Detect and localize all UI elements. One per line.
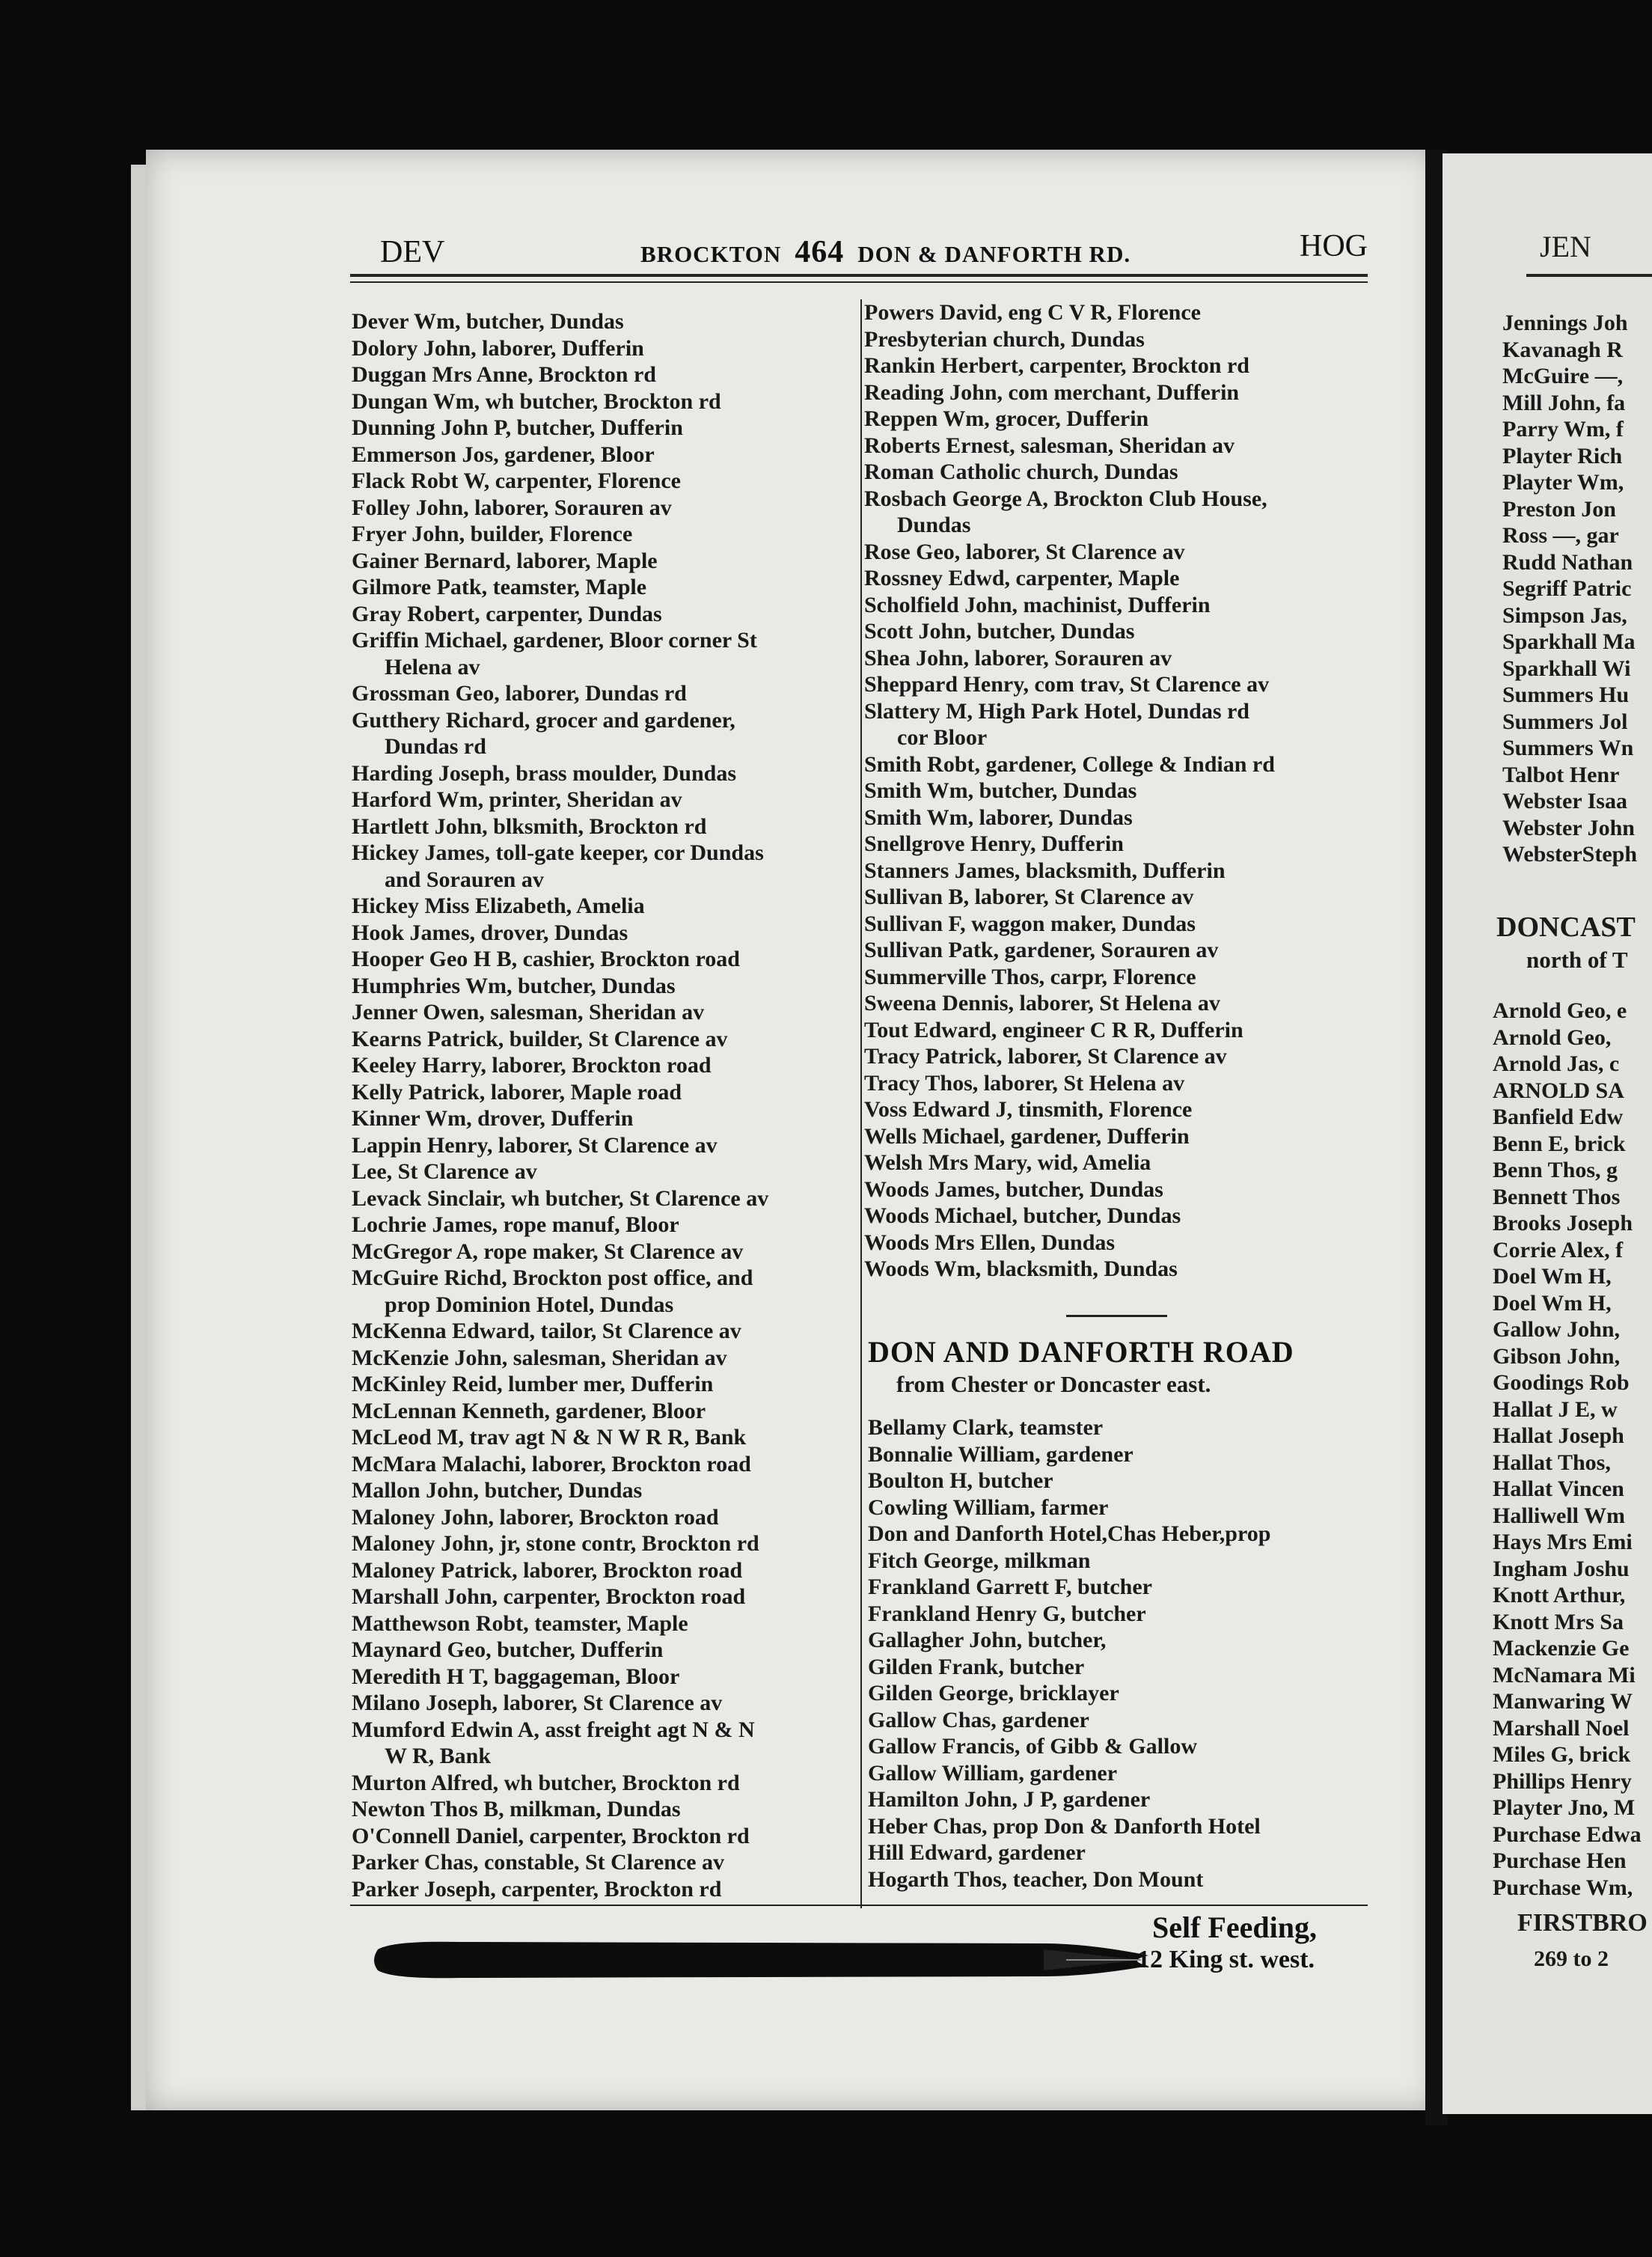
header-locality-left: BROCKTON	[640, 241, 782, 267]
next-page-entry: ARNOLD SA	[1493, 1078, 1624, 1103]
directory-entry: Wells Michael, gardener, Dufferin	[864, 1123, 1190, 1149]
directory-entry: Voss Edward J, tinsmith, Florence	[864, 1097, 1193, 1122]
next-page-entry: Hays Mrs Emi	[1493, 1530, 1633, 1554]
directory-entry: Tracy Thos, laborer, St Helena av	[864, 1070, 1185, 1096]
directory-entry: Maloney John, laborer, Brockton road	[352, 1504, 719, 1530]
next-page-entry: Banfield Edw	[1493, 1105, 1624, 1129]
next-page-entry: Webster Isaa	[1502, 789, 1627, 813]
next-page-entry: Jennings Joh	[1502, 311, 1628, 335]
directory-entry: Hook James, drover, Dundas	[352, 920, 628, 945]
next-page-entry: WebsterSteph	[1502, 842, 1637, 867]
directory-entry: Humphries Wm, butcher, Dundas	[352, 973, 676, 998]
directory-entry: Cowling William, farmer	[868, 1494, 1109, 1520]
page-header	[380, 228, 1368, 273]
directory-entry: Smith Robt, gardener, College & Indian rd	[864, 751, 1275, 777]
directory-entry: Kinner Wm, drover, Dufferin	[352, 1106, 634, 1131]
directory-entry: Fryer John, builder, Florence	[352, 522, 633, 546]
directory-entry: Kearns Patrick, builder, St Clarence av	[352, 1026, 728, 1051]
next-page-entry: Purchase Hen	[1493, 1848, 1627, 1873]
header-rule-thin	[350, 281, 1368, 283]
directory-entry: Reading John, com merchant, Dufferin	[864, 379, 1240, 405]
next-page-entry: Hallat Joseph	[1493, 1423, 1624, 1448]
directory-entry: Tracy Patrick, laborer, St Clarence av	[864, 1044, 1227, 1069]
next-page-entry: Webster John	[1502, 815, 1635, 840]
pen-nib-illustration	[370, 1927, 1156, 1994]
directory-entry: Kelly Patrick, laborer, Maple road	[352, 1079, 682, 1105]
next-page-entry: Arnold Jas, c	[1493, 1051, 1620, 1076]
directory-entry: Jenner Owen, salesman, Sheridan av	[352, 1000, 705, 1024]
directory-entry: Rossney Edwd, carpenter, Maple	[864, 566, 1180, 590]
header-right-guide: HOG	[1300, 229, 1368, 263]
next-page-entry: Hallat Thos,	[1493, 1450, 1611, 1475]
directory-entry: Gallow William, gardener	[868, 1760, 1118, 1786]
directory-entry: Lee, St Clarence av	[352, 1159, 537, 1184]
directory-entry: Rosbach George A, Brockton Club House,	[864, 486, 1267, 511]
directory-entry: Welsh Mrs Mary, wid, Amelia	[864, 1150, 1151, 1175]
directory-entry: Gainer Bernard, laborer, Maple	[352, 548, 658, 573]
directory-entry: Maynard Geo, butcher, Dufferin	[352, 1637, 664, 1662]
directory-entry: Keeley Harry, laborer, Brockton road	[352, 1053, 712, 1078]
directory-entry: Woods Michael, butcher, Dundas	[864, 1203, 1181, 1228]
directory-entry: Gilden George, bricklayer	[868, 1681, 1119, 1705]
directory-entry: Scott John, butcher, Dundas	[864, 619, 1135, 644]
next-page-entry: Knott Arthur,	[1493, 1583, 1626, 1607]
directory-entry: Don and Danforth Hotel,Chas Heber,prop	[868, 1521, 1271, 1546]
directory-entry: Marshall John, carpenter, Brockton road	[352, 1584, 746, 1609]
directory-entry: Gilmore Patk, teamster, Maple	[352, 575, 647, 599]
ad-address: 12 King st. west.	[1137, 1946, 1315, 1973]
directory-entry: Duggan Mrs Anne, Brockton rd	[352, 362, 656, 387]
next-page-entry: Mill John, fa	[1502, 390, 1626, 415]
footer-rule	[350, 1905, 1368, 1906]
directory-entry: Parker Chas, constable, St Clarence av	[352, 1850, 725, 1875]
next-page-entry: Hallat J E, w	[1493, 1396, 1618, 1422]
directory-entry: O'Connell Daniel, carpenter, Brockton rd	[352, 1823, 750, 1848]
directory-entry: Lochrie James, rope manuf, Bloor	[352, 1212, 679, 1237]
next-page-entry: Hallat Vincen	[1493, 1476, 1624, 1501]
next-page-section-sub: north of T	[1526, 947, 1628, 973]
next-page-entry: Simpson Jas,	[1502, 602, 1627, 628]
directory-entry: Maloney John, jr, stone contr, Brockton rd	[352, 1531, 759, 1556]
directory-entry: Gray Robert, carpenter, Dundas	[352, 601, 662, 626]
next-page-entry: Miles G, brick	[1493, 1742, 1631, 1767]
directory-entry: Sullivan F, waggon maker, Dundas	[864, 911, 1196, 936]
directory-entry: prop Dominion Hotel, Dundas	[385, 1292, 674, 1317]
header-locality-right: DON & DANFORTH RD.	[857, 241, 1131, 267]
next-page-footer-line2: 269 to 2	[1534, 1946, 1609, 1971]
next-page-listings-bottom	[1493, 998, 1652, 1901]
next-page-entry: Purchase Wm,	[1493, 1875, 1633, 1900]
next-page-entry: Gallow John,	[1493, 1317, 1621, 1342]
directory-entry: Hooper Geo H B, cashier, Brockton road	[352, 947, 740, 971]
directory-entry: Boulton H, butcher	[868, 1468, 1053, 1493]
directory-entry: Hartlett John, blksmith, Brockton rd	[352, 813, 707, 839]
ad-headline: Self Feeding,	[1152, 1911, 1317, 1944]
next-page-entry: Purchase Edwa	[1493, 1821, 1642, 1847]
next-page-entry: Doel Wm H,	[1493, 1290, 1612, 1316]
directory-entry: Matthewson Robt, teamster, Maple	[352, 1610, 688, 1636]
next-page-entry: Parry Wm, f	[1502, 417, 1624, 442]
directory-entry: Sweena Dennis, laborer, St Helena av	[864, 991, 1220, 1016]
directory-entry: Shea John, laborer, Sorauren av	[864, 645, 1172, 671]
directory-entry: and Sorauren av	[385, 867, 544, 892]
directory-entry: Gallow Francis, of Gibb & Gallow	[868, 1734, 1198, 1759]
section-heading	[868, 1334, 1377, 1398]
next-page-entry: Doel Wm H,	[1493, 1264, 1612, 1289]
directory-entry: Stanners James, blacksmith, Dufferin	[864, 858, 1226, 883]
column-divider	[860, 299, 862, 1908]
directory-entry: Woods Mrs Ellen, Dundas	[864, 1230, 1116, 1255]
next-page-entry: Playter Rich	[1502, 443, 1623, 468]
next-page-header: JEN	[1540, 233, 1591, 260]
next-page-entry: Summers Wn	[1502, 736, 1634, 760]
directory-entry: Helena av	[385, 654, 480, 679]
directory-entry: Sheppard Henry, com trav, St Clarence av	[864, 672, 1270, 697]
directory-entry: Dungan Wm, wh butcher, Brockton rd	[352, 388, 721, 414]
directory-entry: Dolory John, laborer, Dufferin	[352, 335, 644, 361]
directory-entry: Parker Joseph, carpenter, Brockton rd	[352, 1876, 722, 1902]
next-page-entry: Ingham Joshu	[1493, 1556, 1630, 1581]
directory-entry: Sullivan Patk, gardener, Sorauren av	[864, 938, 1219, 962]
directory-entry: Levack Sinclair, wh butcher, St Clarence av	[352, 1185, 769, 1211]
next-page-entry: Sparkhall Ma	[1502, 629, 1636, 654]
directory-entry: Gallagher John, butcher,	[868, 1628, 1107, 1652]
left-column-listings	[352, 308, 860, 1902]
next-page-entry: Arnold Geo, e	[1493, 998, 1627, 1023]
directory-entry: Gilden Frank, butcher	[868, 1654, 1085, 1679]
directory-entry: W R, Bank	[385, 1744, 492, 1768]
directory-entry: Tout Edward, engineer C R R, Dufferin	[864, 1017, 1243, 1042]
directory-entry: Dundas	[897, 513, 971, 537]
directory-entry: McKinley Reid, lumber mer, Dufferin	[352, 1372, 714, 1396]
directory-entry: Newton Thos B, milkman, Dundas	[352, 1797, 681, 1821]
directory-entry: McMara Malachi, laborer, Brockton road	[352, 1451, 751, 1476]
next-page-entry: Brooks Joseph	[1493, 1211, 1633, 1236]
next-page-entry: Halliwell Wm	[1493, 1503, 1625, 1528]
directory-entry: Presbyterian church, Dundas	[864, 326, 1145, 352]
section-listings	[868, 1414, 1377, 1893]
directory-entry: Hill Edward, gardener	[868, 1840, 1086, 1865]
next-page-entry: McGuire —,	[1502, 364, 1624, 388]
directory-entry: Hogarth Thos, teacher, Don Mount	[868, 1866, 1204, 1892]
next-page-header-rule	[1526, 274, 1652, 277]
directory-entry: cor Bloor	[897, 725, 988, 750]
directory-entry: Rose Geo, laborer, St Clarence av	[864, 539, 1185, 564]
next-page-entry: Benn Thos, g	[1493, 1158, 1618, 1182]
directory-entry: McKenna Edward, tailor, St Clarence av	[352, 1319, 741, 1343]
directory-entry: Rankin Herbert, carpenter, Brockton rd	[864, 353, 1249, 378]
right-column-listings	[864, 299, 1373, 1283]
directory-entry: McGuire Richd, Brockton post office, and	[352, 1265, 753, 1290]
next-page-entry: McNamara Mi	[1493, 1662, 1636, 1688]
directory-entry: Fitch George, milkman	[868, 1548, 1091, 1573]
directory-entry: Bonnalie William, gardener	[868, 1441, 1134, 1467]
next-page-entry: Corrie Alex, f	[1493, 1237, 1624, 1262]
next-page-section-title: DONCAST	[1496, 914, 1636, 941]
directory-entry: Harding Joseph, brass moulder, Dundas	[352, 760, 737, 786]
directory-entry: Slattery M, High Park Hotel, Dundas rd	[864, 698, 1249, 724]
section-separator	[1066, 1315, 1167, 1317]
directory-entry: Roberts Ernest, salesman, Sheridan av	[864, 433, 1235, 458]
directory-entry: McGregor A, rope maker, St Clarence av	[352, 1239, 744, 1264]
next-page-entry: Marshall Noel	[1493, 1715, 1630, 1741]
directory-entry: Smith Wm, laborer, Dundas	[864, 804, 1133, 830]
next-page-entry: Phillips Henry	[1493, 1768, 1632, 1794]
next-page-entry: Playter Jno, M	[1493, 1795, 1636, 1820]
next-page-entry: Arnold Geo,	[1493, 1024, 1612, 1050]
directory-entry: Meredith H T, baggageman, Bloor	[352, 1664, 680, 1689]
directory-entry: Flack Robt W, carpenter, Florence	[352, 468, 681, 493]
directory-entry: Hickey James, toll-gate keeper, cor Dundas	[352, 840, 764, 865]
directory-entry: Murton Alfred, wh butcher, Brockton rd	[352, 1770, 740, 1795]
section-title: DON AND DANFORTH ROAD	[868, 1335, 1294, 1369]
next-page-entry: Talbot Henr	[1502, 762, 1620, 787]
directory-entry: Scholfield John, machinist, Dufferin	[864, 592, 1211, 617]
directory-entry: Hickey Miss Elizabeth, Amelia	[352, 894, 645, 918]
directory-entry: Gutthery Richard, grocer and gardener,	[352, 707, 735, 733]
next-page-entry: Ross —, gar	[1502, 523, 1619, 548]
directory-entry: Hamilton John, J P, gardener	[868, 1787, 1151, 1812]
directory-entry: Milano Joseph, laborer, St Clarence av	[352, 1691, 723, 1715]
directory-entry: Grossman Geo, laborer, Dundas rd	[352, 681, 687, 706]
directory-entry: Gallow Chas, gardener	[868, 1707, 1089, 1732]
directory-entry: Griffin Michael, gardener, Bloor corner St	[352, 628, 757, 653]
next-page-entry: Rudd Nathan	[1502, 549, 1633, 575]
directory-entry: Mallon John, butcher, Dundas	[352, 1478, 643, 1503]
next-page-entry: Segriff Patric	[1502, 576, 1632, 601]
directory-entry: Folley John, laborer, Sorauren av	[352, 495, 672, 520]
directory-entry: McLennan Kenneth, gardener, Bloor	[352, 1398, 706, 1423]
next-page-entry: Gibson John,	[1493, 1343, 1621, 1369]
directory-entry: Lappin Henry, laborer, St Clarence av	[352, 1132, 718, 1158]
directory-entry: McLeod M, trav agt N & N W R R, Bank	[352, 1425, 747, 1450]
next-page-entry: Mackenzie Ge	[1493, 1636, 1630, 1661]
directory-entry: Dundas rd	[385, 734, 486, 759]
next-page-entry: Sparkhall Wi	[1502, 656, 1631, 681]
next-page-entry: Playter Wm,	[1502, 470, 1624, 495]
directory-entry: Snellgrove Henry, Dufferin	[864, 831, 1124, 856]
directory-entry: Roman Catholic church, Dundas	[864, 459, 1178, 484]
directory-entry: Smith Wm, butcher, Dundas	[864, 778, 1137, 803]
directory-entry: Harford Wm, printer, Sheridan av	[352, 787, 682, 812]
directory-entry: Powers David, eng C V R, Florence	[864, 300, 1201, 325]
directory-entry: Maloney Patrick, laborer, Brockton road	[352, 1557, 743, 1583]
directory-entry: McKenzie John, salesman, Sheridan av	[352, 1345, 727, 1370]
page-number: 464	[795, 235, 845, 269]
next-page-footer-line1: FIRSTBRO	[1517, 1910, 1648, 1937]
directory-entry: Frankland Henry G, butcher	[868, 1601, 1146, 1626]
next-page-entry: Knott Mrs Sa	[1493, 1609, 1624, 1634]
directory-entry: Dever Wm, butcher, Dundas	[352, 309, 624, 334]
directory-entry: Bellamy Clark, teamster	[868, 1415, 1104, 1440]
directory-entry: Woods James, butcher, Dundas	[864, 1176, 1163, 1202]
next-page-entry: Goodings Rob	[1493, 1370, 1630, 1395]
next-page-entry: Preston Jon	[1502, 496, 1616, 522]
directory-entry: Summerville Thos, carpr, Florence	[864, 964, 1196, 989]
directory-entry: Mumford Edwin A, asst freight agt N & N	[352, 1717, 755, 1742]
header-left-guide: DEV	[380, 235, 445, 269]
directory-entry: Sullivan B, laborer, St Clarence av	[864, 885, 1194, 909]
next-page-entry: Benn E, brick	[1493, 1131, 1626, 1156]
header-center	[640, 234, 1131, 270]
next-page-entry: Bennett Thos	[1493, 1184, 1621, 1209]
next-page-entry: Summers Hu	[1502, 682, 1630, 707]
next-page-entry: Manwaring W	[1493, 1689, 1633, 1714]
section-subtitle: from Chester or Doncaster east.	[896, 1371, 1211, 1397]
next-page-entry: Kavanagh R	[1502, 337, 1623, 362]
directory-entry: Dunning John P, butcher, Dufferin	[352, 415, 683, 440]
header-rule-thick	[350, 274, 1368, 277]
next-page-listings-top	[1502, 310, 1652, 868]
directory-entry: Woods Wm, blacksmith, Dundas	[864, 1256, 1178, 1281]
directory-entry: Frankland Garrett F, butcher	[868, 1575, 1152, 1599]
directory-entry: Reppen Wm, grocer, Dufferin	[864, 406, 1149, 431]
directory-entry: Heber Chas, prop Don & Danforth Hotel	[868, 1813, 1261, 1839]
directory-entry: Emmerson Jos, gardener, Bloor	[352, 442, 655, 467]
next-page-entry: Summers Jol	[1502, 709, 1628, 734]
